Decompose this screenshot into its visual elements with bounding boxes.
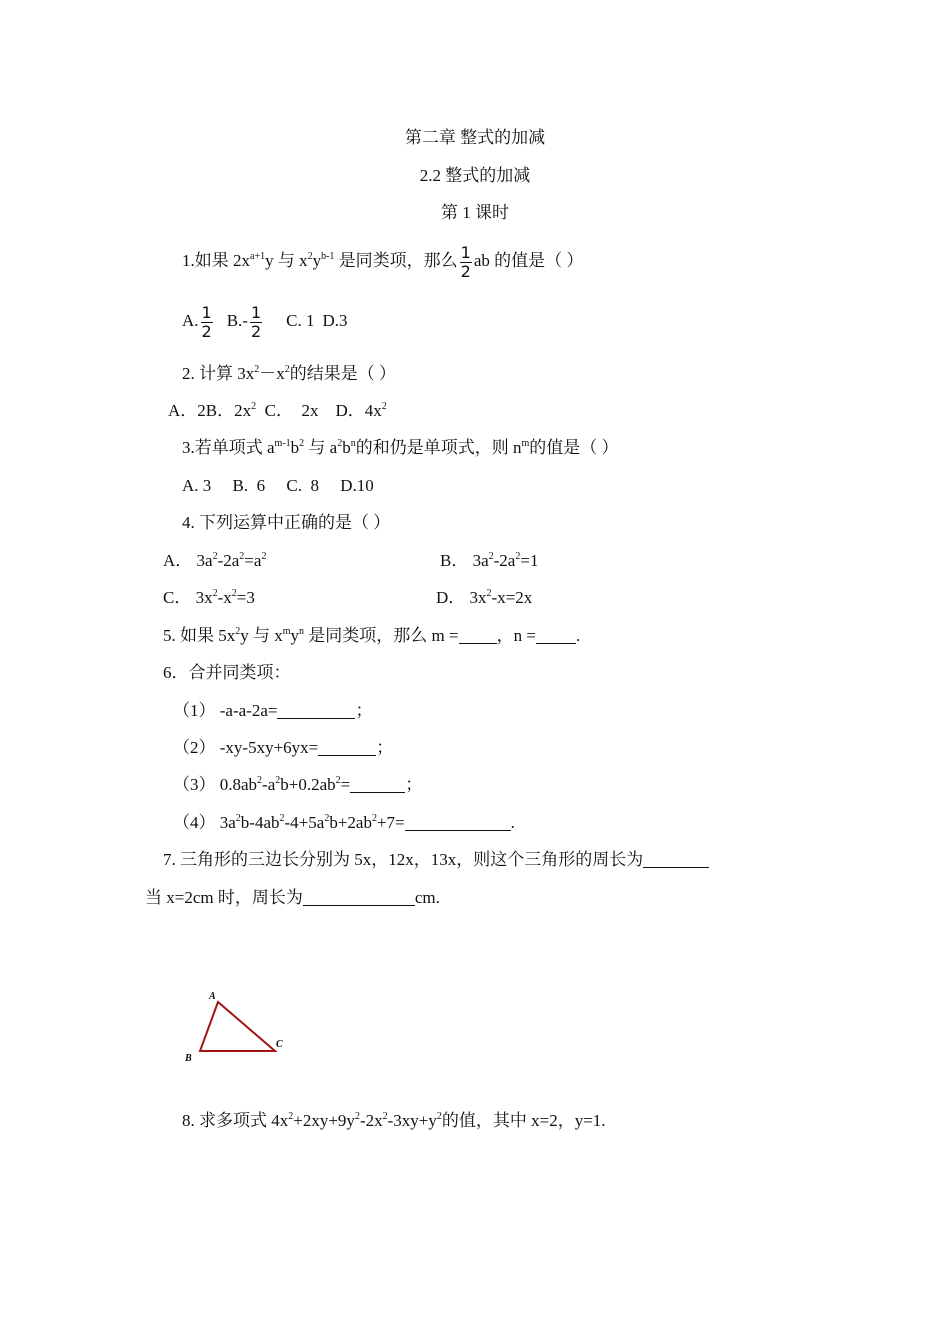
question-4-option-b: B． $3a^2-2a^2=1$ — [440, 551, 539, 570]
question-5: 5. 如果 $5x^2y$ 与 $x^my^n$ 是同类项，那么 m = ，n = . — [163, 626, 581, 645]
question-7-line-1: 7. 三角形的三边长分别为 5x，12x，13x，则这个三角形的周长为 — [163, 850, 709, 870]
question-2: 2. 计算 $3x^2-x^2$的结果是（ ） — [182, 364, 396, 383]
question-7-line-2: 当 x=2cm 时，周长为 cm. — [145, 888, 440, 907]
question-4-option-c: C． $3x^2-x^2=3$ — [163, 588, 255, 607]
section-title: 2.2 整式的加减 — [419, 166, 531, 185]
answer-blank[interactable] — [405, 814, 511, 831]
answer-blank-perimeter[interactable] — [643, 851, 709, 868]
answer-blank[interactable] — [350, 776, 405, 793]
question-4-option-d: D． $3x^2-x=2x$ — [436, 588, 533, 607]
question-4: 4. 下列运算中正确的是（ ） — [182, 513, 391, 532]
question-1-options: A. $\frac{1}{2}$ B.- $\frac{1}{2}$ C. 1 D.3 — [182, 302, 348, 341]
question-3-options: A. 3 B. 6 C. 8 D.10 — [182, 476, 374, 495]
vertex-label-c: C — [276, 1039, 283, 1050]
answer-blank-m[interactable] — [459, 627, 497, 644]
question-3: 3.若单项式 $a^{m-1}b^2$ 与 $a^2b^n$的和仍是单项式，则 $n^m$的值是（ ） — [182, 438, 619, 457]
answer-blank-perimeter-value[interactable] — [303, 889, 415, 906]
chapter-title: 第二章 整式的加减 — [404, 128, 546, 147]
question-8: 8. 求多项式 $4x^2+2xy+9y^2-2x^2-3xy+y^2$的值，其中 x=2，y=1. — [182, 1111, 606, 1130]
fraction-half: $\frac{1}{2}$ — [460, 242, 471, 281]
vertex-label-a: A — [209, 991, 216, 1002]
question-6-part-1: （1） -a-a-2a= ； — [173, 701, 373, 720]
question-6: 6．合并同类项： — [163, 663, 291, 682]
question-2-options: A．2B．$2x^2$ C． 2x D．$4x^2$ — [168, 401, 387, 420]
answer-blank[interactable] — [277, 702, 355, 719]
triangle-abc — [200, 1002, 275, 1051]
answer-blank-n[interactable] — [536, 627, 576, 644]
answer-blank[interactable] — [318, 739, 376, 756]
lesson-title: 第 1 课时 — [441, 203, 509, 222]
question-6-part-2: （2） -xy-5xy+6yx= ； — [173, 738, 394, 757]
question-1: 1.如果 $2x^{a+1}y$ 与 $x^2y^{b-1}$ 是同类项，那么 $\frac{1}{2}$ ab 的值是（ ） — [182, 242, 584, 281]
question-4-option-a: A． $3a^2-2a^2=a^2$ — [163, 551, 267, 570]
triangle-figure — [176, 985, 296, 1065]
vertex-label-b: B — [185, 1053, 192, 1064]
question-6-part-3: （3） $0.8ab^2-a^2b+0.2ab^2=$ ； — [173, 775, 423, 794]
question-6-part-4: （4） $3a^2b-4ab^2-4+5a^2b+2ab^2+7=$ . — [173, 813, 515, 832]
